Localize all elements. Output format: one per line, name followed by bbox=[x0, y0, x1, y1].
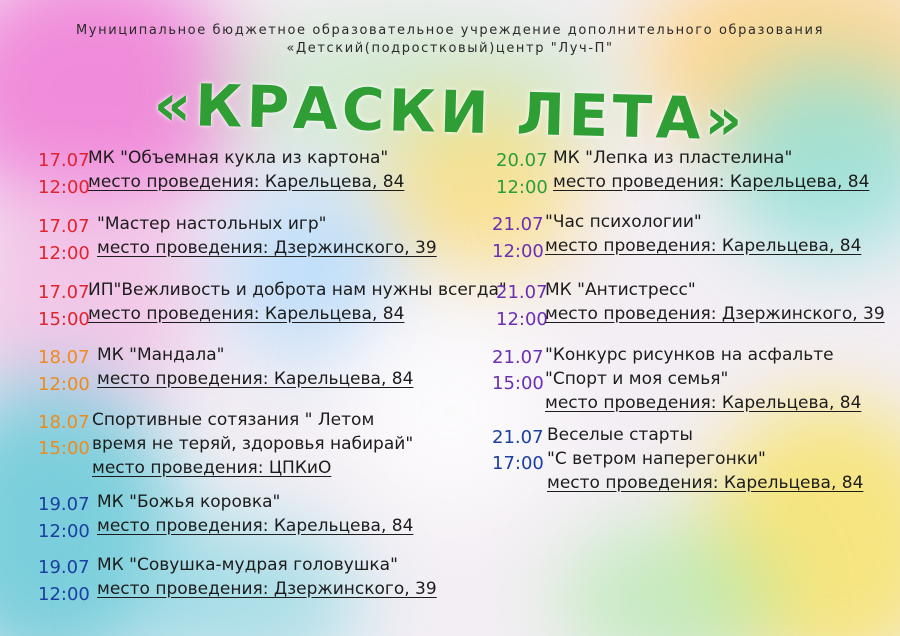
event-date: 21.07 bbox=[492, 427, 544, 448]
event-date: 20.07 bbox=[496, 150, 548, 171]
event-date: 21.07 bbox=[496, 282, 548, 303]
event-time: 15:00 bbox=[38, 309, 90, 330]
event-date: 18.07 bbox=[38, 347, 90, 368]
event-location: место проведения: Дзержинского, 39 bbox=[97, 238, 437, 258]
event-date: 18.07 bbox=[38, 412, 90, 433]
event-time: 15:00 bbox=[492, 373, 544, 394]
poster-title: «КРАСКИ ЛЕТА» bbox=[152, 70, 748, 154]
event-time: 12:00 bbox=[38, 243, 90, 264]
event-location: место проведения: Карельцева, 84 bbox=[97, 369, 414, 389]
event-time: 12:00 bbox=[38, 584, 90, 605]
header-line-2: «Детский(подростковый)центр "Луч-П" bbox=[286, 41, 614, 56]
event-time: 12:00 bbox=[38, 177, 90, 198]
event-location: место проведения: Карельцева, 84 bbox=[545, 236, 862, 256]
event-title-line: "Конкурс рисунков на асфальте bbox=[545, 345, 834, 365]
event-title-line: время не теряй, здоровья набирай" bbox=[92, 434, 414, 454]
event-text bbox=[97, 212, 437, 260]
institution-header bbox=[0, 22, 900, 58]
event-text bbox=[88, 278, 507, 326]
event-title-line: "Час психологии" bbox=[545, 212, 702, 232]
event-text bbox=[547, 423, 863, 495]
event-date: 19.07 bbox=[38, 494, 90, 515]
event-location: место проведения: Карельцева, 84 bbox=[547, 473, 864, 493]
event-date: 17.07 bbox=[38, 282, 90, 303]
event-time: 12:00 bbox=[492, 241, 544, 262]
event-title-line: ИП"Вежливость и доброта нам нужны всегда" bbox=[88, 280, 507, 300]
event-time: 12:00 bbox=[38, 521, 90, 542]
event-date: 21.07 bbox=[492, 347, 544, 368]
event-title-line: "Мастер настольных игр" bbox=[97, 214, 327, 234]
event-text bbox=[92, 408, 413, 480]
event-title-line: "С ветром наперегонки" bbox=[547, 449, 766, 469]
event-date: 17.07 bbox=[38, 150, 90, 171]
event-title-line: МК "Лепка из пластелина" bbox=[553, 148, 793, 168]
event-time: 15:00 bbox=[38, 438, 90, 459]
event-text bbox=[97, 553, 437, 601]
event-date: 19.07 bbox=[38, 557, 90, 578]
event-date: 17.07 bbox=[38, 216, 90, 237]
event-date: 21.07 bbox=[492, 214, 544, 235]
header-line-1: Муниципальное бюджетное образовательное учреждение дополнительного образования bbox=[75, 23, 824, 38]
event-title-line: МК "Совушка-мудрая головушка" bbox=[97, 555, 398, 575]
event-title-line: МК "Мандала" bbox=[97, 345, 225, 365]
event-time: 12:00 bbox=[38, 374, 90, 395]
event-text bbox=[553, 146, 869, 194]
event-location: место проведения: ЦПКиО bbox=[92, 458, 332, 478]
event-title-line: "Спорт и моя семья" bbox=[545, 369, 729, 389]
event-text bbox=[97, 343, 413, 391]
event-title-line: МК "Объемная кукла из картона" bbox=[88, 148, 389, 168]
event-location: место проведения: Карельцева, 84 bbox=[88, 172, 405, 192]
event-text bbox=[545, 278, 885, 326]
event-title-line: Спортивные сотязания " Летом bbox=[92, 410, 375, 430]
event-location: место проведения: Дзержинского, 39 bbox=[97, 579, 437, 599]
event-location: место проведения: Карельцева, 84 bbox=[553, 172, 870, 192]
event-time: 12:00 bbox=[496, 177, 548, 198]
event-title-line: МК "Божья коровка" bbox=[97, 492, 281, 512]
event-location: место проведения: Карельцева, 84 bbox=[88, 304, 405, 324]
event-text bbox=[88, 146, 404, 194]
event-location: место проведения: Карельцева, 84 bbox=[97, 516, 414, 536]
event-text bbox=[545, 210, 861, 258]
event-title-line: Веселые старты bbox=[547, 425, 693, 445]
event-time: 12:00 bbox=[496, 309, 548, 330]
event-title-line: МК "Антистресс" bbox=[545, 280, 696, 300]
event-text bbox=[97, 490, 413, 538]
event-time: 17:00 bbox=[492, 453, 544, 474]
event-location: место проведения: Карельцева, 84 bbox=[545, 393, 862, 413]
event-location: место проведения: Дзержинского, 39 bbox=[545, 304, 885, 324]
event-text bbox=[545, 343, 861, 415]
